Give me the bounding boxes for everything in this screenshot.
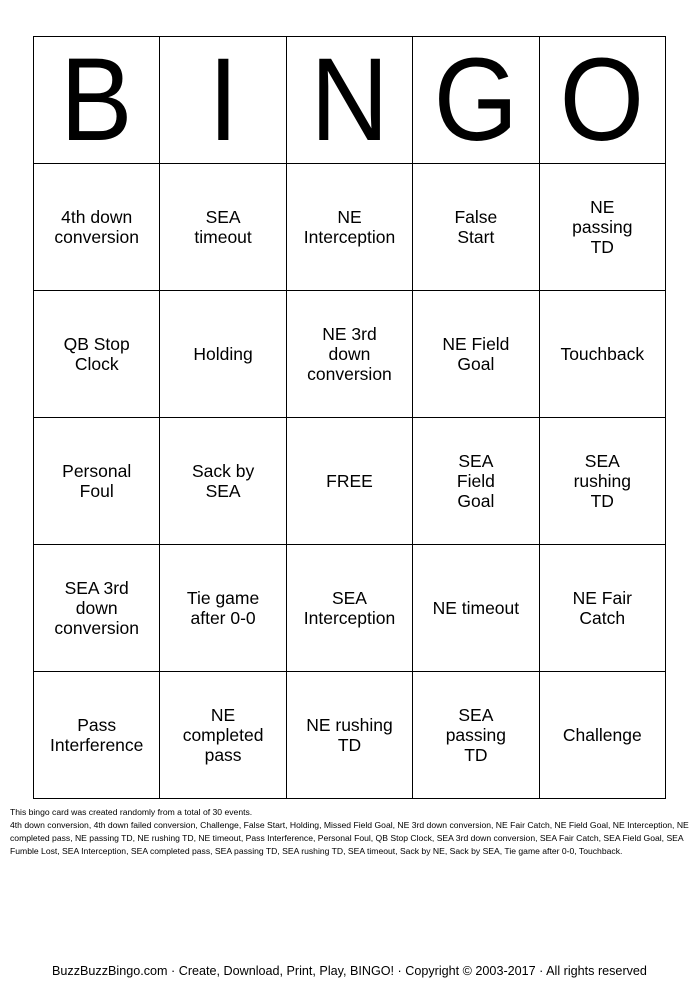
bingo-row-5: [34, 672, 666, 799]
cell-text: NE passing TD: [572, 197, 633, 257]
cell-text: NE 3rd down conversion: [307, 324, 392, 384]
header-letter: I: [207, 36, 239, 164]
bingo-cell: [160, 672, 286, 799]
cell-text: FREE: [326, 471, 373, 491]
bingo-cell: [539, 291, 665, 418]
cell-text: SEA rushing TD: [573, 451, 631, 511]
bingo-cell: [34, 164, 160, 291]
note-intro: This bingo card was created randomly from a total of 30 events.: [10, 807, 253, 817]
bingo-cell: [539, 164, 665, 291]
bingo-cell: [413, 164, 539, 291]
cell-text: 4th down conversion: [54, 207, 140, 247]
bingo-header-letter-g: [413, 37, 539, 164]
cell-text: Tie game after 0-0: [186, 588, 260, 628]
bingo-cell: [539, 672, 665, 799]
bingo-row-2: [34, 291, 666, 418]
cell-text: SEA passing TD: [445, 705, 507, 765]
bingo-header-row: [34, 37, 666, 164]
bingo-header-letter-b: [34, 37, 160, 164]
cell-text: SEA timeout: [194, 207, 252, 247]
bingo-free-space: [286, 418, 412, 545]
bingo-cell: [160, 418, 286, 545]
header-letter: O: [560, 36, 645, 164]
bingo-cell: [34, 291, 160, 418]
bingo-cell: [413, 418, 539, 545]
bingo-header-letter-n: [286, 37, 412, 164]
bingo-cell: [34, 418, 160, 545]
bingo-cell: [160, 545, 286, 672]
bingo-cell: [34, 672, 160, 799]
note-event-list: 4th down conversion, 4th down failed conversion, Challenge, False Start, Holding, Missed Field Goal, NE 3rd down conversion, NE Fair Catch, NE Field Goal, NE Interception, NE completed pass, NE passing TD, NE rushing TD, NE timeout, Pass Interference, Personal Foul, QB Stop Clock, SEA 3rd down conversion, SEA Fair Catch, SEA Field Goal, SEA Fumble Lost, SEA Interception, SEA completed pass, SEA passing TD, SEA rushing TD, SEA timeout, Sack by NE, Sack by SEA, Tie game after 0-0, Touchback.: [10, 820, 689, 856]
cell-text: NE Interception: [303, 207, 396, 247]
cell-text: SEA Interception: [303, 588, 396, 628]
cell-text: QB Stop Clock: [63, 334, 130, 374]
cell-text: Sack by SEA: [191, 461, 255, 501]
bingo-row-4: [34, 545, 666, 672]
bingo-cell: [539, 418, 665, 545]
bingo-cell: [286, 545, 412, 672]
bingo-cell: [286, 164, 412, 291]
cell-text: NE Field Goal: [442, 334, 510, 374]
cell-text: Pass Interference: [50, 715, 144, 755]
cell-text: NE rushing TD: [306, 715, 393, 755]
cell-text: SEA 3rd down conversion: [54, 578, 140, 638]
bingo-cell: [413, 291, 539, 418]
bingo-header-letter-i: [160, 37, 286, 164]
page-footer: BuzzBuzzBingo.com · Create, Download, Print, Play, BINGO! · Copyright © 2003-2017 · All rights reserved: [52, 964, 647, 978]
bingo-cell: [160, 291, 286, 418]
bingo-cell: [413, 672, 539, 799]
header-letter: B: [60, 36, 133, 164]
cell-text: SEA Field Goal: [456, 451, 495, 511]
bingo-cell: [539, 545, 665, 672]
bingo-card: [33, 36, 666, 799]
bingo-cell: [286, 291, 412, 418]
card-generation-note: [10, 806, 690, 858]
cell-text: Holding: [193, 344, 253, 364]
bingo-cell: [34, 545, 160, 672]
bingo-cell: [286, 672, 412, 799]
header-letter: N: [310, 36, 389, 164]
bingo-cell: [160, 164, 286, 291]
bingo-cell: [413, 545, 539, 672]
bingo-row-1: [34, 164, 666, 291]
cell-text: NE completed pass: [182, 705, 264, 765]
cell-text: Touchback: [560, 344, 645, 364]
bingo-header-letter-o: [539, 37, 665, 164]
cell-text: Personal Foul: [62, 461, 132, 501]
cell-text: NE Fair Catch: [572, 588, 632, 628]
cell-text: False Start: [454, 207, 498, 247]
header-letter: G: [433, 36, 519, 164]
cell-text: Challenge: [562, 725, 642, 745]
bingo-row-3: [34, 418, 666, 545]
cell-text: NE timeout: [432, 598, 520, 618]
